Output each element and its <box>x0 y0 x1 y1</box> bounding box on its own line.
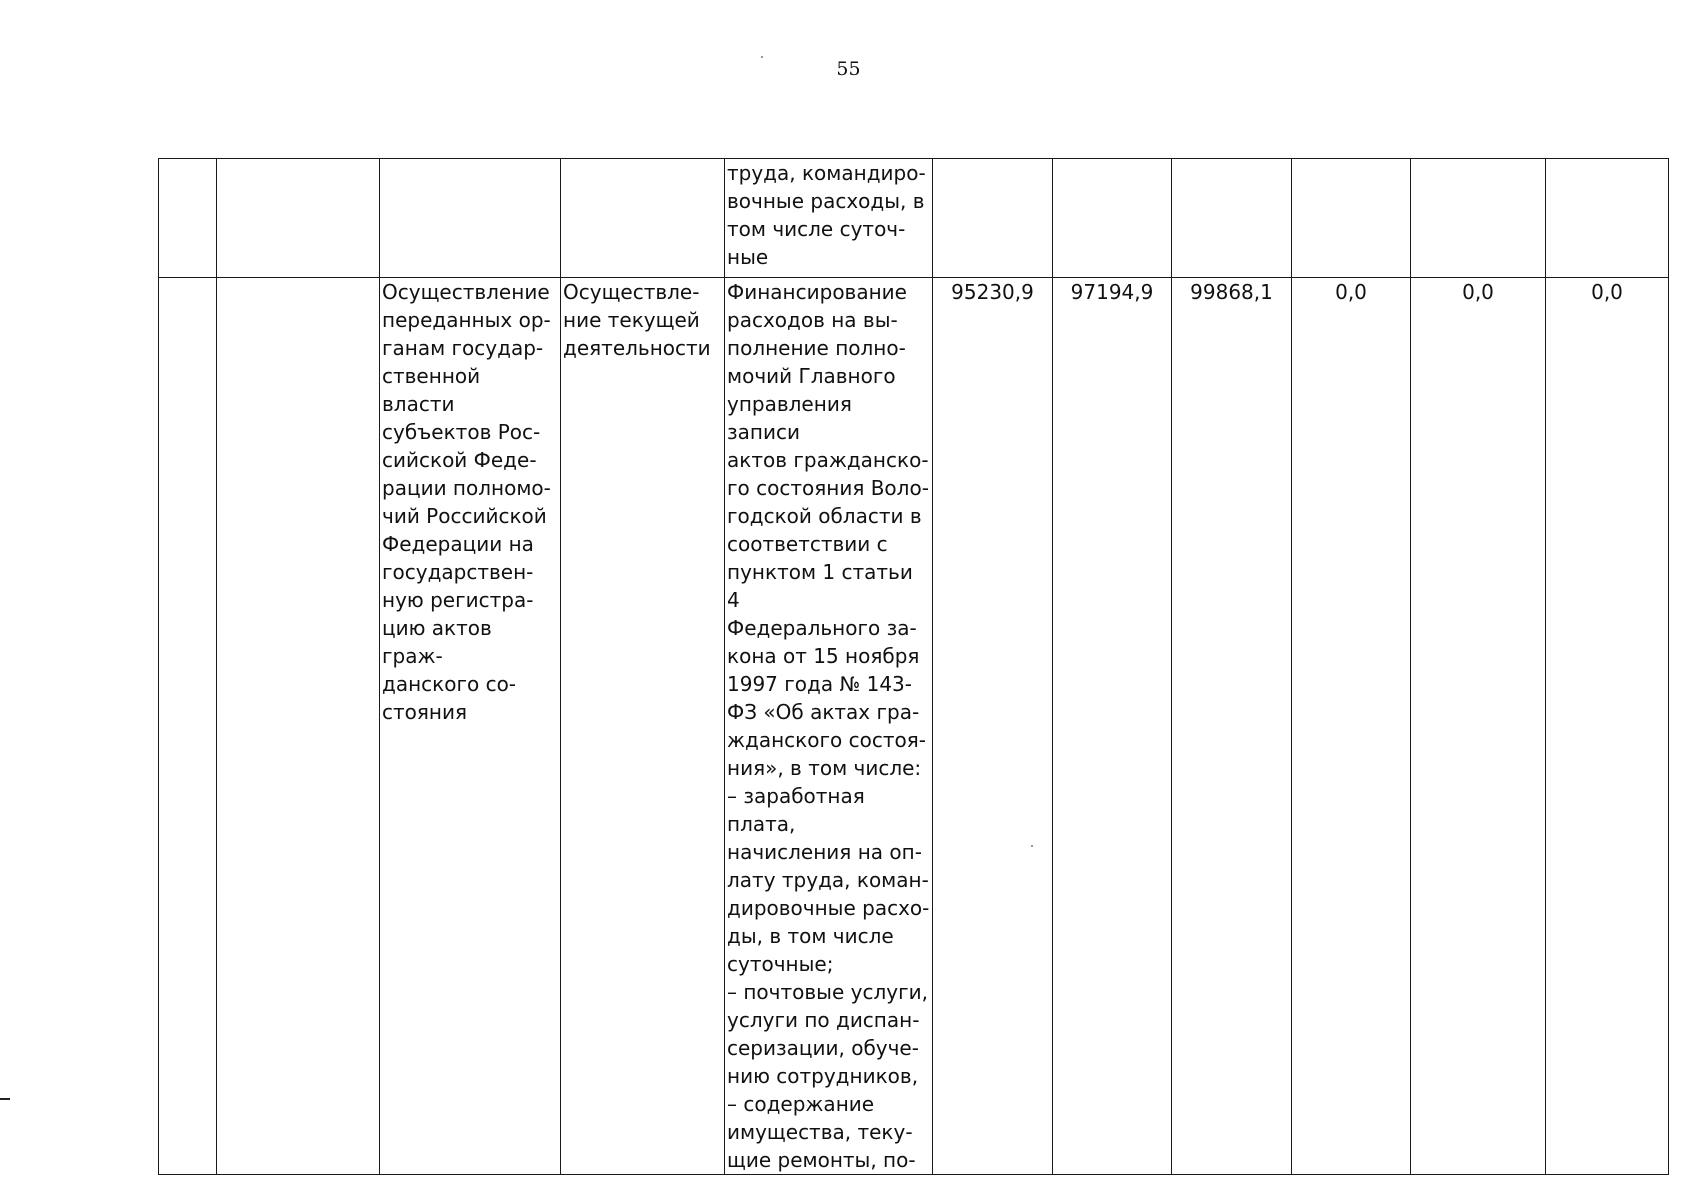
table-cell <box>1053 159 1172 278</box>
table-cell <box>1411 159 1546 278</box>
value-cell: 0,0 <box>1292 278 1411 1175</box>
table-cell <box>159 159 217 278</box>
table-cell <box>159 278 217 1175</box>
value-cell: 99868,1 <box>1172 278 1292 1175</box>
value-cell: 0,0 <box>1411 278 1546 1175</box>
table-cell <box>1546 159 1669 278</box>
table-cell <box>933 159 1053 278</box>
table-cell: Финансирование расходов на вы- полнение полно- мочий Главного управления записи актов гражданско- го состояния Воло- годской области в соответствии с пунктом 1 статьи 4 Федерального за- кона от 15 ноября 1997 года № 143- ФЗ «Об актах гра- жданского состоя- ния», в том числе: – заработная плата, начисления на оп- лату труда, коман- дировочные расхо- ды, в том числе суточные; – почтовые услуги, услуги по диспан- серизации, обуче- нию сотрудников, – содержание имущества, теку- щие ремонты, по- <box>725 278 933 1175</box>
table-cell <box>561 159 725 278</box>
table-cell <box>217 278 380 1175</box>
table-row <box>159 159 1669 278</box>
table-cell <box>1292 159 1411 278</box>
table-cell: Осуществление переданных ор- ганам государ- ственной власти субъектов Рос- сийской Феде- рации полномо- чий Российской Федерации на государствен- ную регистра- цию актов граж- данского со- стояния <box>380 278 561 1175</box>
table-cell <box>217 159 380 278</box>
budget-table <box>158 158 1669 1175</box>
table-cell: труда, командиро- вочные расходы, в том числе суточ- ные <box>725 159 933 278</box>
table-row <box>159 278 1669 1175</box>
value-cell: 95230,9 <box>933 278 1053 1175</box>
value-cell: 0,0 <box>1546 278 1669 1175</box>
scan-speck <box>761 56 763 58</box>
page-number: 55 <box>836 58 861 80</box>
table-cell: Осуществле- ние текущей деятельности <box>561 278 725 1175</box>
value-cell: 97194,9 <box>1053 278 1172 1175</box>
table-cell <box>380 159 561 278</box>
table-cell <box>1172 159 1292 278</box>
margin-mark <box>0 1098 10 1100</box>
